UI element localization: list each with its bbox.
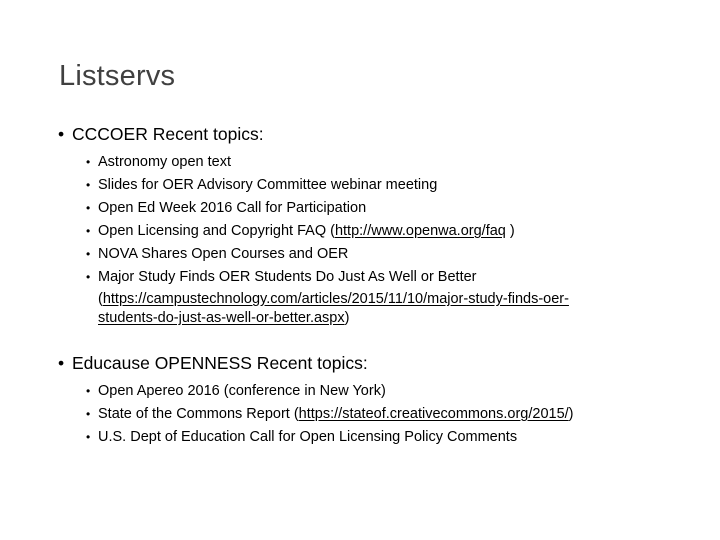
campustechnology-link-line1[interactable]: https://campustechnology.com/articles/2015/11/10/major-study-finds-oer- bbox=[102, 291, 569, 307]
list-item bbox=[86, 243, 678, 266]
section-heading bbox=[58, 352, 678, 374]
list-item bbox=[86, 426, 678, 449]
list-item-text: Open Apereo 2016 (conference in New York) bbox=[98, 383, 386, 399]
section-cccoer bbox=[58, 123, 678, 328]
link-wrap bbox=[98, 309, 678, 328]
list-item-text: Open Licensing and Copyright FAQ ( bbox=[98, 223, 335, 239]
bullet-icon: • bbox=[86, 384, 91, 398]
section-heading-text: Educause OPENNESS Recent topics: bbox=[72, 353, 368, 373]
list-item-text: State of the Commons Report ( bbox=[98, 406, 299, 422]
bullet-icon: • bbox=[58, 124, 65, 144]
bullet-icon: • bbox=[86, 178, 91, 192]
bullet-icon: • bbox=[86, 201, 91, 215]
list-item bbox=[86, 197, 678, 220]
bullet-icon: • bbox=[86, 430, 91, 444]
list-item-text: NOVA Shares Open Courses and OER bbox=[98, 246, 349, 262]
list-item-text: Open Ed Week 2016 Call for Participation bbox=[98, 200, 367, 216]
bullet-icon: • bbox=[86, 224, 91, 238]
list-item bbox=[86, 266, 678, 328]
campustechnology-link-line2[interactable]: students-do-just-as-well-or-better.aspx bbox=[98, 310, 345, 326]
bullet-icon: • bbox=[58, 353, 65, 373]
bullet-icon: • bbox=[86, 270, 91, 284]
list-item-text: Astronomy open text bbox=[98, 154, 231, 170]
topic-list bbox=[86, 380, 678, 449]
list-item bbox=[86, 174, 678, 197]
topic-list bbox=[86, 151, 678, 328]
paren: ( bbox=[98, 291, 103, 307]
link-wrap bbox=[98, 290, 678, 309]
list-item-text: Slides for OER Advisory Committee webinar meeting bbox=[98, 177, 438, 193]
list-item bbox=[86, 220, 678, 243]
list-item-text: ) bbox=[505, 223, 515, 239]
bullet-icon: • bbox=[86, 247, 91, 261]
list-item bbox=[86, 380, 678, 403]
list-item-text: U.S. Dept of Education Call for Open Licensing Policy Comments bbox=[98, 429, 518, 445]
bullet-icon: • bbox=[86, 407, 91, 421]
section-educause bbox=[58, 352, 678, 449]
list-item-text: ) bbox=[568, 406, 574, 422]
section-heading-text: CCCOER Recent topics: bbox=[72, 124, 264, 144]
list-item bbox=[86, 151, 678, 174]
bullet-icon: • bbox=[86, 155, 91, 169]
list-item-text: Major Study Finds OER Students Do Just As Well or Better bbox=[98, 269, 477, 285]
creativecommons-link[interactable]: https://stateof.creativecommons.org/2015/ bbox=[298, 406, 569, 422]
openwa-faq-link[interactable]: http://www.openwa.org/faq bbox=[334, 223, 506, 239]
paren: ) bbox=[344, 310, 350, 326]
section-heading bbox=[58, 123, 678, 145]
list-item bbox=[86, 403, 678, 426]
slide-title: Listservs bbox=[59, 60, 176, 92]
